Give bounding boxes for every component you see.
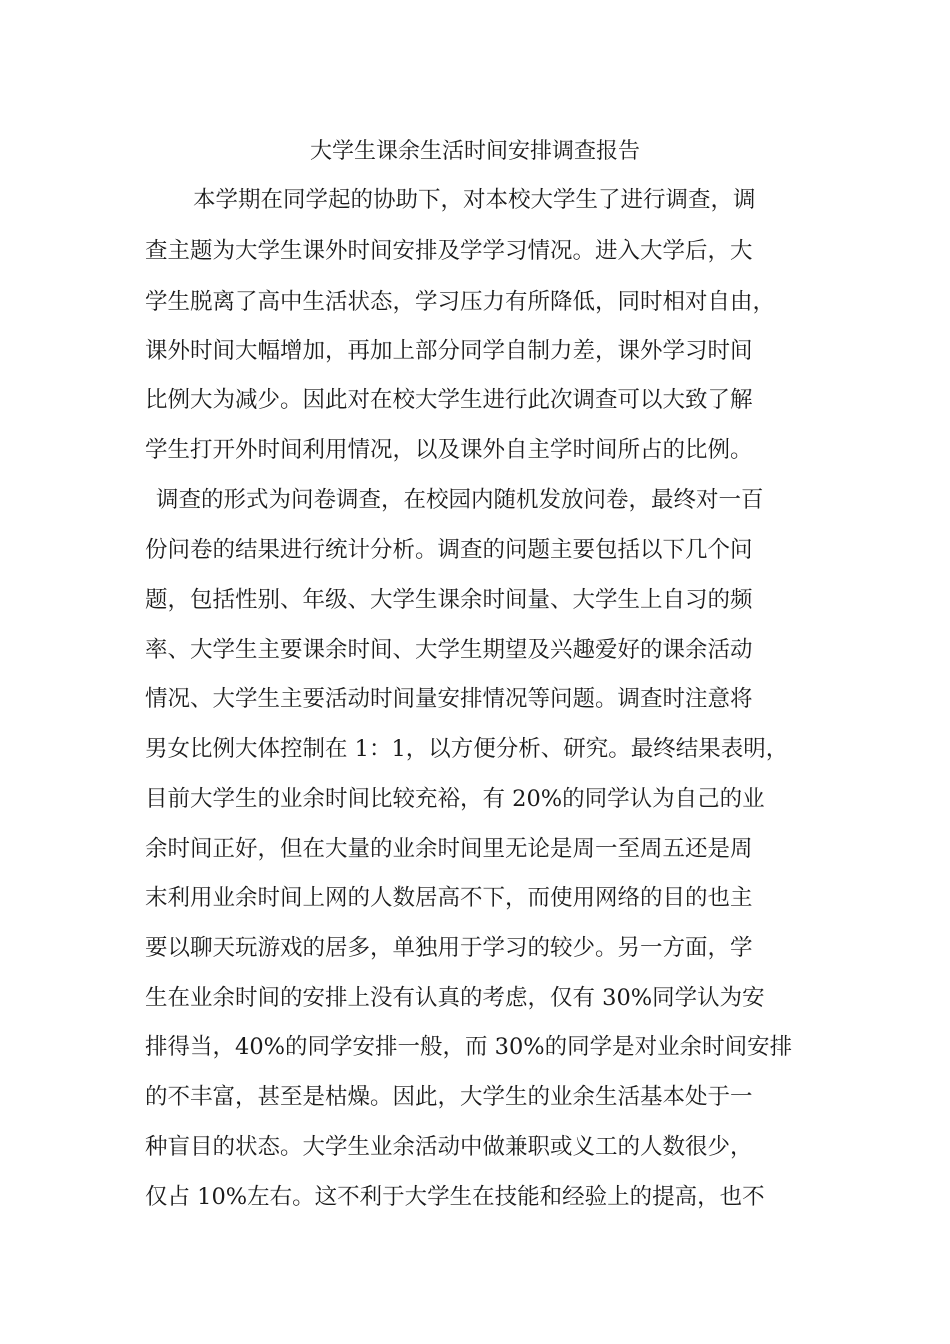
- body-line: 调查的形式为问卷调查，在校园内随机发放问卷，最终对一百: [156, 487, 764, 513]
- body-line: 学生脱离了高中生活状态，学习压力有所降低，同时相对自由，: [145, 289, 776, 315]
- body-line: 本学期在同学起的协助下，对本校大学生了进行调查，调: [193, 187, 756, 213]
- body-line: 的不丰富，甚至是枯燥。因此，大学生的业余生活基本处于一: [145, 1084, 753, 1110]
- body-line: 男女比例大体控制在 1：1，以方便分析、研究。最终结果表明，: [145, 736, 789, 762]
- body-line: 目前大学生的业余时间比较充裕，有 20%的同学认为自己的业: [145, 786, 765, 812]
- body-line: 仅占 10%左右。这不利于大学生在技能和经验上的提高，也不: [145, 1184, 765, 1210]
- body-line: 种盲目的状态。大学生业余活动中做兼职或义工的人数很少，: [145, 1134, 753, 1160]
- body-line: 情况、大学生主要活动时间量安排情况等问题。调查时注意将: [145, 686, 753, 712]
- body-line: 生在业余时间的安排上没有认真的考虑，仅有 30%同学认为安: [145, 985, 765, 1011]
- body-line: 课外时间大幅增加，再加上部分同学自制力差，课外学习时间: [145, 338, 753, 364]
- body-line: 题，包括性别、年级、大学生课余时间量、大学生上自习的频: [145, 587, 753, 613]
- body-line: 率、大学生主要课余时间、大学生期望及兴趣爱好的课余活动: [145, 637, 753, 663]
- body-line: 份问卷的结果进行统计分析。调查的问题主要包括以下几个问: [145, 537, 753, 563]
- document-title: 大学生课余生活时间安排调查报告: [309, 139, 640, 164]
- body-line: 比例大为减少。因此对在校大学生进行此次调查可以大致了解: [145, 387, 753, 413]
- body-line: 学生打开外时间利用情况，以及课外自主学时间所占的比例。: [145, 437, 753, 463]
- body-line: 余时间正好，但在大量的业余时间里无论是周一至周五还是周: [145, 836, 753, 862]
- body-line: 末利用业余时间上网的人数居高不下，而使用网络的目的也主: [145, 885, 753, 911]
- body-line: 查主题为大学生课外时间安排及学学习情况。进入大学后，大: [145, 238, 753, 264]
- body-line: 要以聊天玩游戏的居多，单独用于学习的较少。另一方面，学: [145, 935, 753, 961]
- body-line: 排得当，40%的同学安排一般，而 30%的同学是对业余时间安排: [145, 1034, 793, 1060]
